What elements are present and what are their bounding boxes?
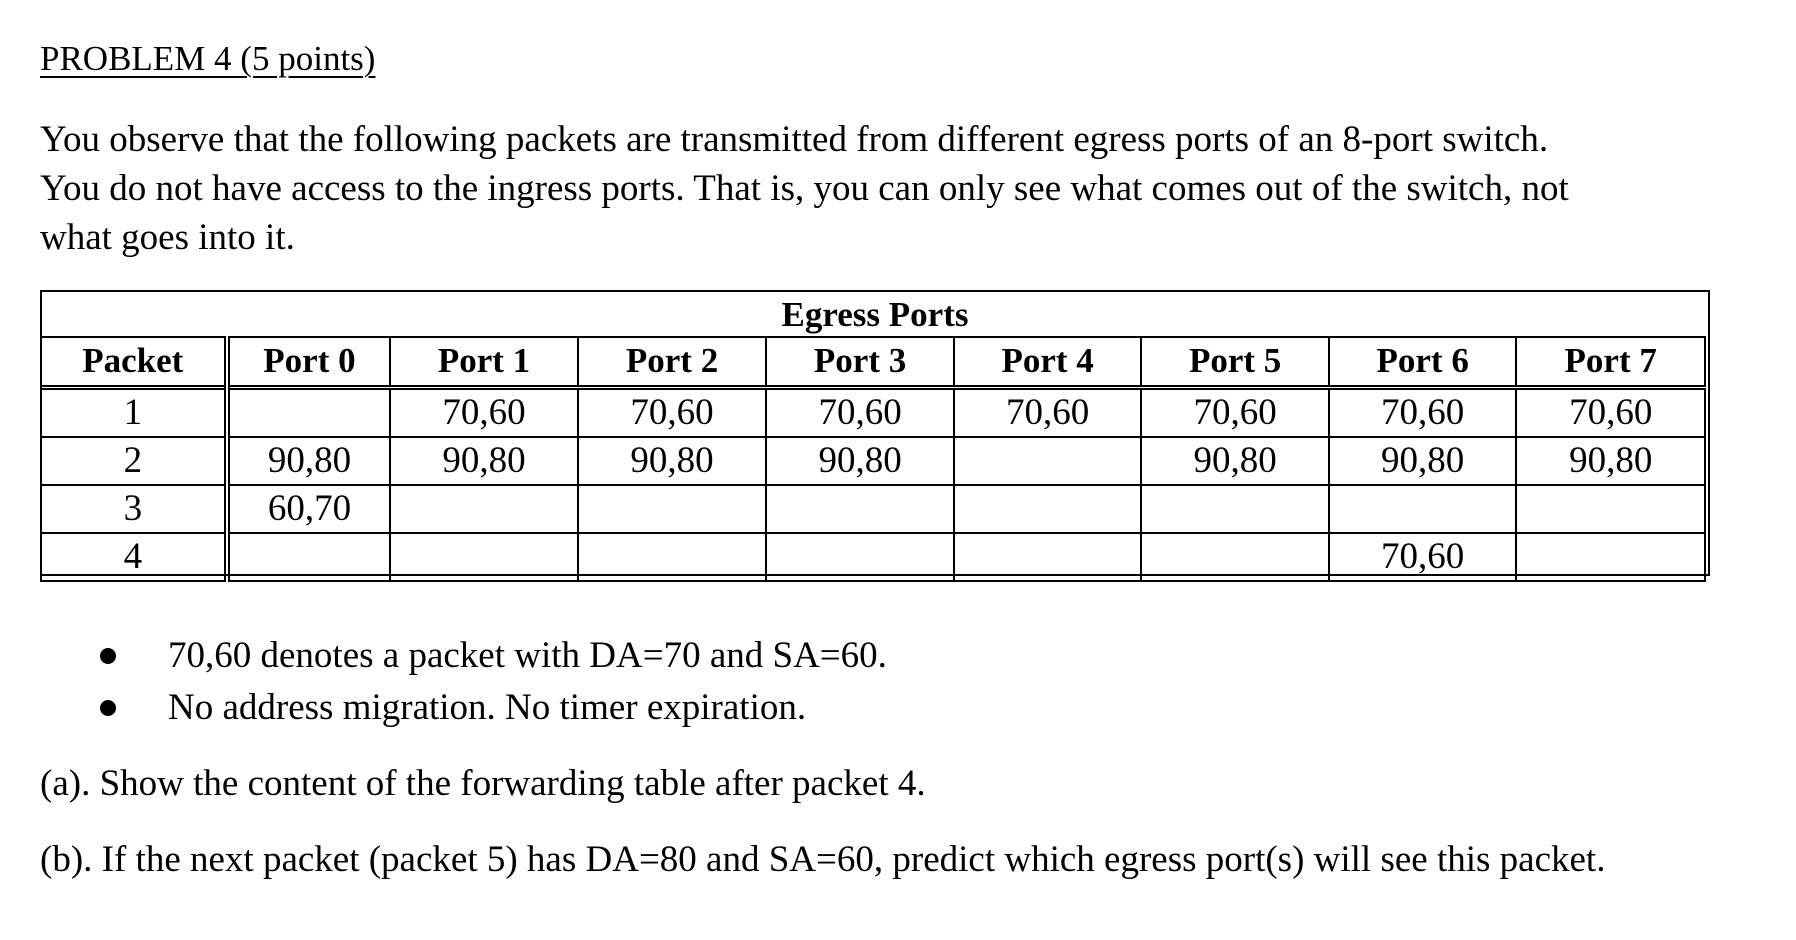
table-cell — [954, 437, 1142, 485]
table-cell — [227, 533, 391, 581]
table-row — [41, 387, 1705, 437]
intro-line: You do not have access to the ingress ports. That is, you can only see what comes out of the switch, not — [40, 168, 1569, 209]
table-cell — [578, 485, 767, 533]
table-cell — [1141, 533, 1329, 581]
table-cell: 70,60 — [578, 387, 767, 437]
table-cell — [390, 485, 578, 533]
table-cell — [1329, 485, 1517, 533]
column-header-port: Port 4 — [954, 337, 1142, 387]
column-header-port: Port 7 — [1516, 337, 1705, 387]
table-cell: 70,60 — [390, 387, 578, 437]
question-b: (b). If the next packet (packet 5) has DA=80 and SA=60, predict which egress port(s) will see this packet. — [40, 839, 1606, 880]
table-cell — [227, 387, 391, 437]
table-cell — [1516, 485, 1705, 533]
list-item — [100, 682, 887, 734]
table-cell — [954, 485, 1142, 533]
column-header-port: Port 2 — [578, 337, 767, 387]
table-row — [41, 485, 1705, 533]
table-cell — [1516, 533, 1705, 581]
packet-number-cell: 1 — [41, 387, 227, 437]
packet-number-cell: 3 — [41, 485, 227, 533]
table-cell: 70,60 — [954, 387, 1142, 437]
table-cell: 90,80 — [578, 437, 767, 485]
table-cell: 70,60 — [1141, 387, 1329, 437]
table-cell — [766, 533, 954, 581]
table-row — [41, 437, 1705, 485]
table-cell: 70,60 — [1516, 387, 1705, 437]
table-cell — [954, 533, 1142, 581]
table-cell: 70,60 — [1329, 533, 1517, 581]
intro-line: You observe that the following packets are transmitted from different egress ports of an 8-port switch. — [40, 119, 1549, 160]
table-cell: 90,80 — [1329, 437, 1517, 485]
packet-number-cell: 2 — [41, 437, 227, 485]
column-header-port: Port 3 — [766, 337, 954, 387]
bullet-icon — [100, 700, 116, 716]
table-cell — [578, 533, 767, 581]
notes-list — [100, 630, 887, 734]
egress-ports-table — [40, 290, 1710, 576]
question-a: (a). Show the content of the forwarding table after packet 4. — [40, 763, 926, 804]
list-item — [100, 630, 887, 682]
column-header-port: Port 6 — [1329, 337, 1517, 387]
table-cell: 90,80 — [1141, 437, 1329, 485]
table-cell: 70,60 — [1329, 387, 1517, 437]
intro-paragraph — [40, 115, 1740, 262]
column-header-port: Port 5 — [1141, 337, 1329, 387]
table-cell: 90,80 — [1516, 437, 1705, 485]
table-header-row — [41, 337, 1705, 387]
note-text: No address migration. No timer expiration. — [168, 687, 807, 728]
table-cell: 70,60 — [766, 387, 954, 437]
bullet-icon — [100, 648, 116, 664]
table-cell: 90,80 — [227, 437, 391, 485]
table-cell — [390, 533, 578, 581]
egress-ports-header: Egress Ports — [781, 295, 969, 334]
table-cell — [1141, 485, 1329, 533]
column-header-port: Port 0 — [227, 337, 391, 387]
intro-line: what goes into it. — [40, 217, 295, 258]
table-cell: 90,80 — [390, 437, 578, 485]
problem-title: PROBLEM 4 (5 points) — [40, 39, 376, 78]
packet-number-cell: 4 — [41, 533, 227, 581]
note-text: 70,60 denotes a packet with DA=70 and SA=60. — [168, 635, 887, 676]
table-row — [41, 533, 1705, 581]
table-cell — [766, 485, 954, 533]
ports-table — [40, 336, 1706, 582]
table-cell: 90,80 — [766, 437, 954, 485]
column-header-packet: Packet — [41, 337, 227, 387]
table-cell: 60,70 — [227, 485, 391, 533]
column-header-port: Port 1 — [390, 337, 578, 387]
